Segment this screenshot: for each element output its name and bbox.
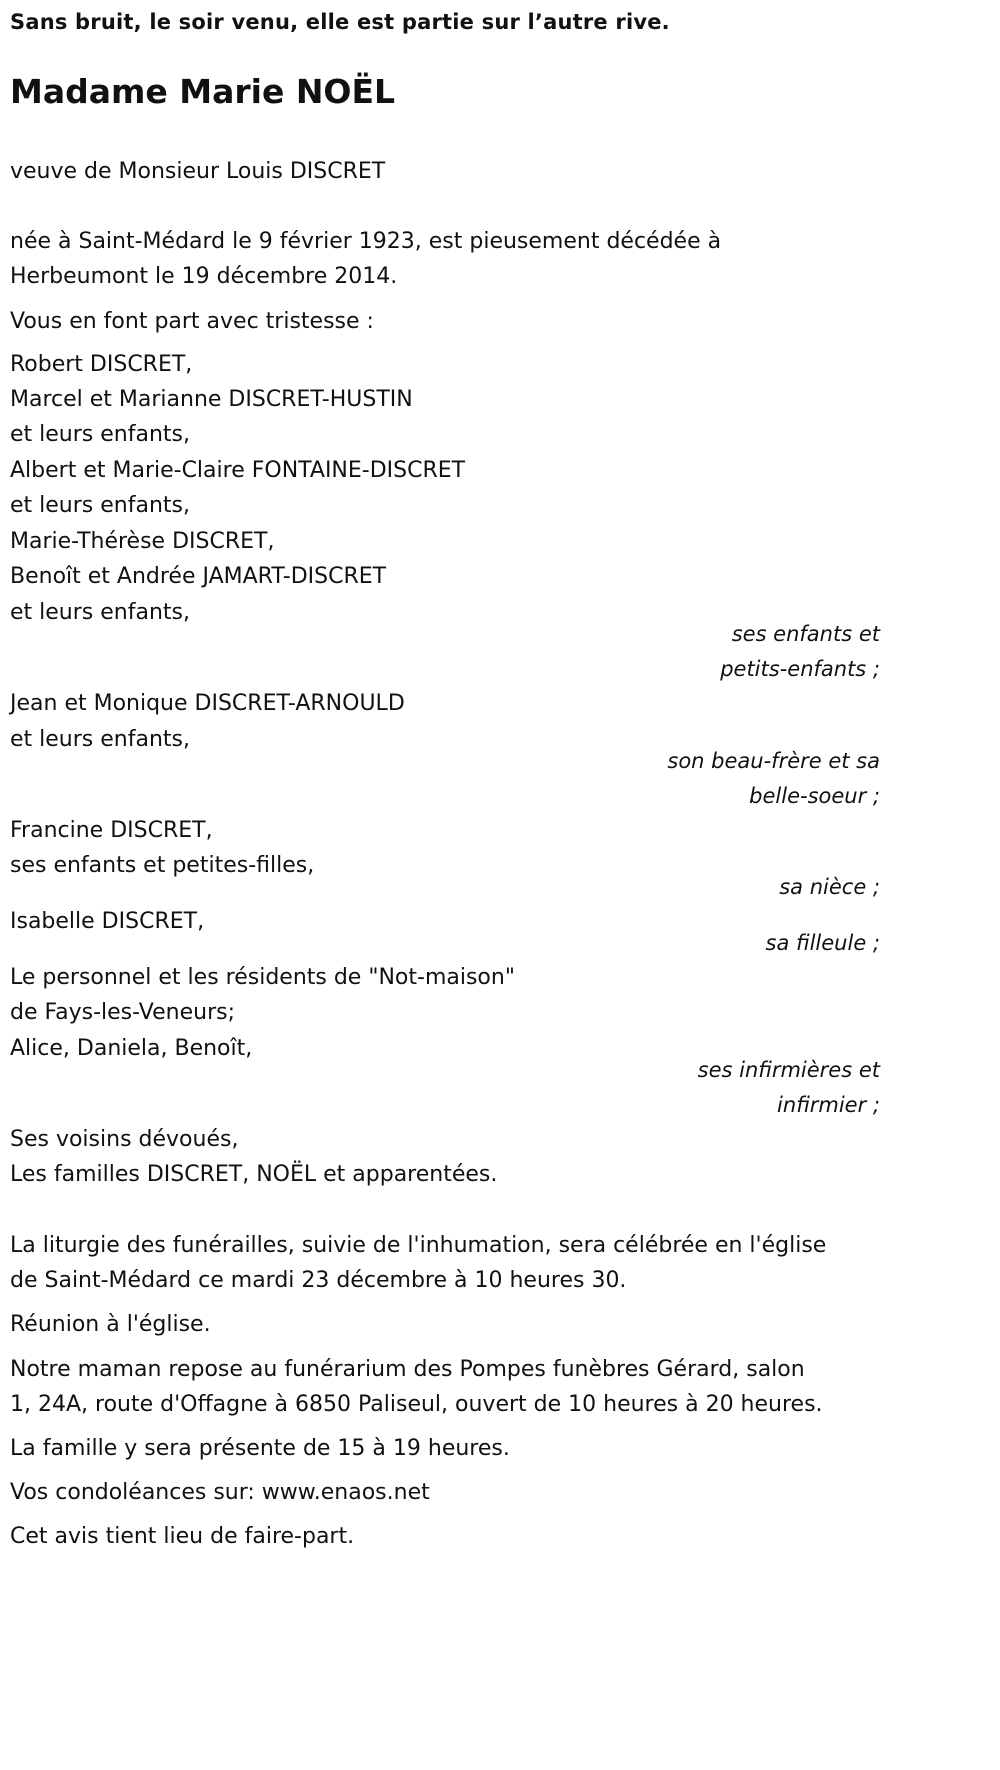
nurses-line: de Fays-les-Veneurs; [10,1000,236,1025]
children-line: Marcel et Marianne DISCRET-HUSTIN [10,387,413,412]
deceased-name: Madame Marie NOËL [10,72,396,111]
others-line: Les familles DISCRET, NOËL et apparentées. [10,1162,498,1187]
announcement-intro: Vous en font part avec tristesse : [10,309,374,334]
children-line: et leurs enfants, [10,600,190,625]
relation-label: son beau-frère et sa [667,749,880,773]
meeting-line: Réunion à l'église. [10,1312,211,1337]
nurses-line: Le personnel et les résidents de "Not-maison" [10,965,515,990]
children-line: Robert DISCRET, [10,352,193,377]
goddaughter-line: Isabelle DISCRET, [10,909,205,934]
children-line: et leurs enfants, [10,493,190,518]
nurses-line: Alice, Daniela, Benoît, [10,1036,253,1061]
others-line: Ses voisins dévoués, [10,1127,239,1152]
funerarium-line: Notre maman repose au funérarium des Pompes funèbres Gérard, salon [10,1357,805,1382]
children-line: et leurs enfants, [10,422,190,447]
birth-death-line: née à Saint-Médard le 9 février 1923, est pieusement décédée à [10,229,722,254]
relation-label: sa filleule ; [765,931,880,955]
epigraph: Sans bruit, le soir venu, elle est partie sur l’autre rive. [10,10,670,34]
children-line: Benoît et Andrée JAMART-DISCRET [10,564,387,589]
in-laws-line: Jean et Monique DISCRET-ARNOULD [10,691,405,716]
condolences-line: Vos condoléances sur: www.enaos.net [10,1480,430,1505]
relation-label: belle-soeur ; [749,784,880,808]
funeral-line: de Saint-Médard ce mardi 23 décembre à 10 heures 30. [10,1268,627,1293]
funeral-line: La liturgie des funérailles, suivie de l'inhumation, sera célébrée en l'église [10,1233,827,1258]
niece-line: ses enfants et petites-filles, [10,853,315,878]
relation-label: ses enfants et [731,622,880,646]
in-laws-line: et leurs enfants, [10,727,190,752]
relation-label: ses infirmières et [697,1058,880,1082]
relation-label: petits-enfants ; [720,657,880,681]
children-line: Albert et Marie-Claire FONTAINE-DISCRET [10,458,466,483]
family-presence-line: La famille y sera présente de 15 à 19 heures. [10,1436,510,1461]
birth-death-line: Herbeumont le 19 décembre 2014. [10,264,398,289]
closing-line: Cet avis tient lieu de faire-part. [10,1524,355,1549]
funerarium-line: 1, 24A, route d'Offagne à 6850 Paliseul, ouvert de 10 heures à 20 heures. [10,1392,823,1417]
children-line: Marie-Thérèse DISCRET, [10,529,275,554]
niece-line: Francine DISCRET, [10,818,213,843]
spouse-line: veuve de Monsieur Louis DISCRET [10,159,386,184]
relation-label: sa nièce ; [779,875,880,899]
relation-label: infirmier ; [777,1093,880,1117]
